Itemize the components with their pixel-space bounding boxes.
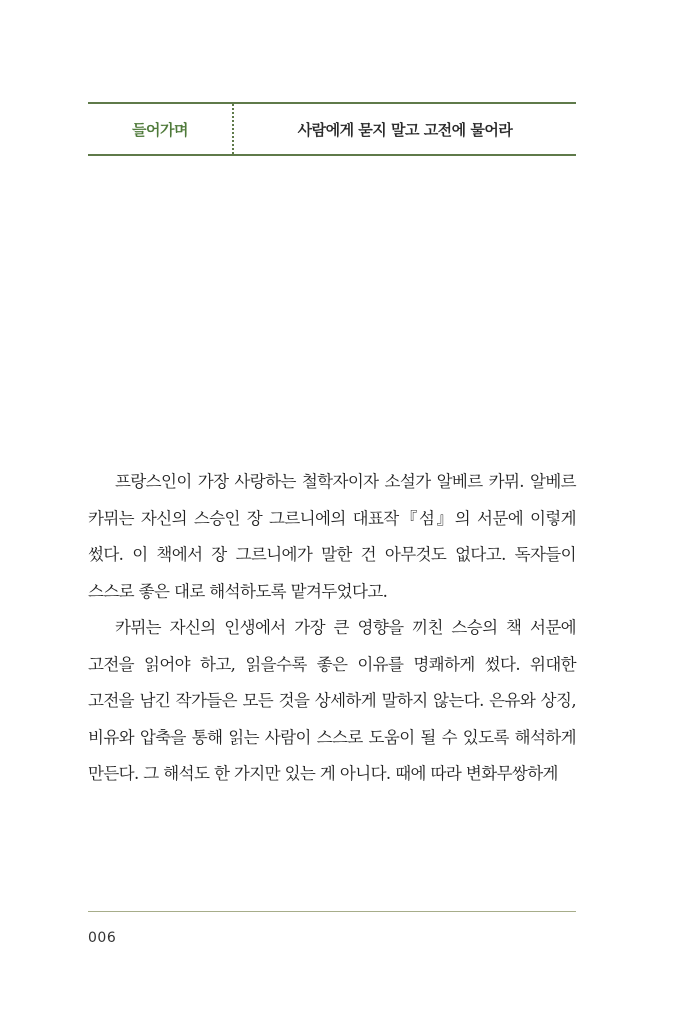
body-text [88, 464, 576, 793]
chapter-title: 사람에게 묻지 말고 고전에 물어라 [297, 120, 513, 139]
footer-divider [88, 911, 576, 912]
chapter-header [88, 102, 576, 156]
paragraph-1: 프랑스인이 가장 사랑하는 철학자이자 소설가 알베르 카뮈. 알베르 카뮈는 자신의 스승인 장 그르니에의 대표작『섬』의 서문에 이렇게 썼다. 이 책에서 장 그르니에가 말한 건 아무것도 없다고. 독자들이 스스로 좋은 대로 해석하도록 맡겨두었다고. [88, 472, 576, 601]
section-label: 들어가며 [88, 104, 234, 154]
page-number: 006 [88, 930, 117, 946]
paragraph-2: 카뮈는 자신의 인생에서 가장 큰 영향을 끼친 스승의 책 서문에 고전을 읽어야 하고, 읽을수록 좋은 이유를 명쾌하게 썼다. 위대한 고전을 남긴 작가들은 모든 것을 상세하게 말하지 않는다. 은유와 상징, 비유와 압축을 통해 읽는 사람이 스스로 도움이 될 수 있도록 해석하게 만든다. 그 해석도 한 가지만 있는 게 아니다. 때에 따라 변화무쌍하게 [88, 618, 576, 783]
